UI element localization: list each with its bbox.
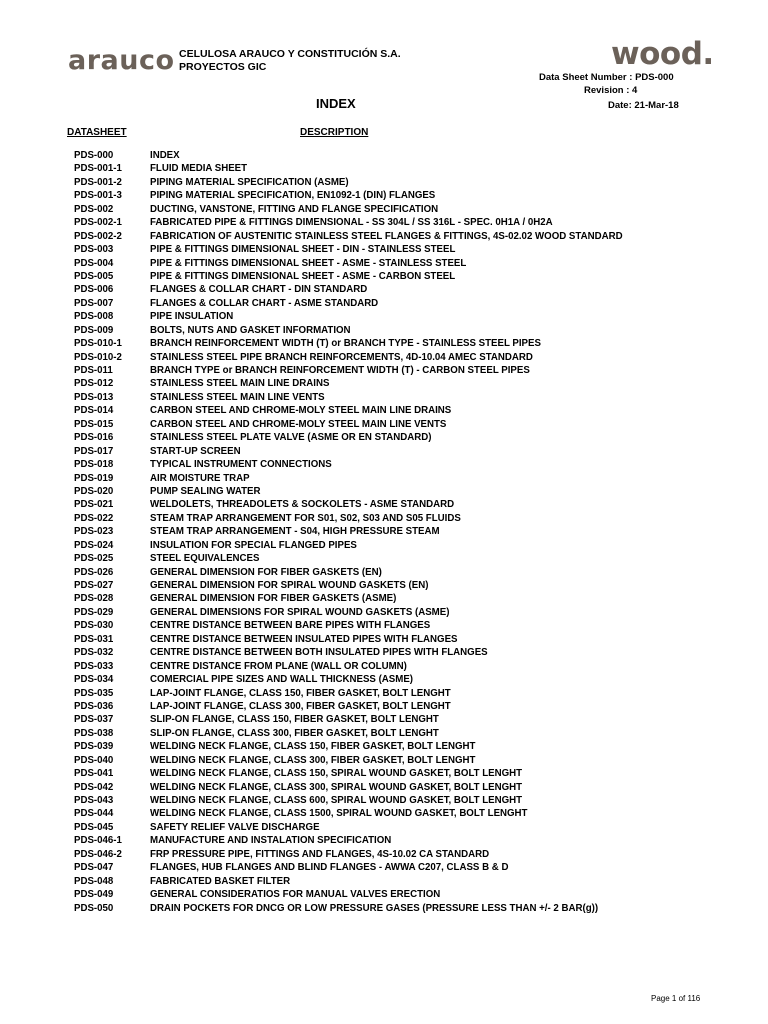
table-row — [0, 606, 768, 619]
datasheet-code: PDS-001-1 — [74, 163, 122, 175]
datasheet-code: PDS-014 — [74, 405, 114, 417]
datasheet-code: PDS-034 — [74, 674, 114, 686]
datasheet-description: LAP-JOINT FLANGE, CLASS 150, FIBER GASKET, BOLT LENGHT — [150, 687, 451, 699]
datasheet-code: PDS-030 — [74, 620, 114, 632]
table-row — [0, 619, 768, 632]
arauco-logo: arauco — [68, 45, 175, 76]
table-row — [0, 579, 768, 592]
datasheet-description: STAINLESS STEEL MAIN LINE DRAINS — [150, 378, 330, 390]
datasheet-code: PDS-045 — [74, 821, 114, 833]
datasheet-code: PDS-025 — [74, 553, 114, 565]
table-row — [0, 552, 768, 565]
datasheet-description: LAP-JOINT FLANGE, CLASS 300, FIBER GASKET, BOLT LENGHT — [150, 700, 451, 712]
datasheet-code: PDS-046-2 — [74, 848, 122, 860]
table-row — [0, 888, 768, 901]
table-row — [0, 525, 768, 538]
table-row — [0, 566, 768, 579]
datasheet-description: FABRICATION OF AUSTENITIC STAINLESS STEEL FLANGES & FITTINGS, 4S-02.02 WOOD STANDARD — [150, 230, 623, 242]
datasheet-code: PDS-033 — [74, 660, 114, 672]
table-row — [0, 633, 768, 646]
table-row — [0, 767, 768, 780]
datasheet-code: PDS-032 — [74, 647, 114, 659]
datasheet-description: WELDING NECK FLANGE, CLASS 1500, SPIRAL WOUND GASKET, BOLT LENGHT — [150, 808, 528, 820]
table-row — [0, 216, 768, 229]
table-row — [0, 740, 768, 753]
table-row — [0, 297, 768, 310]
table-row — [0, 472, 768, 485]
datasheet-description: CENTRE DISTANCE BETWEEN BOTH INSULATED PIPES WITH FLANGES — [150, 647, 488, 659]
datasheet-description: WELDOLETS, THREADOLETS & SOCKOLETS - ASME STANDARD — [150, 499, 455, 511]
datasheet-description: GENERAL DIMENSION FOR FIBER GASKETS (EN) — [150, 566, 382, 578]
datasheet-description: STEAM TRAP ARRANGEMENT FOR S01, S02, S03 AND S05 FLUIDS — [150, 512, 461, 524]
wood-logo: wood. — [611, 36, 714, 72]
table-row — [0, 807, 768, 820]
table-row — [0, 257, 768, 270]
datasheet-code: PDS-026 — [74, 566, 114, 578]
datasheet-description: GENERAL CONSIDERATIOS FOR MANUAL VALVES ERECTION — [150, 889, 441, 901]
table-row — [0, 700, 768, 713]
table-row — [0, 498, 768, 511]
datasheet-code: PDS-024 — [74, 539, 114, 551]
table-row — [0, 270, 768, 283]
datasheet-description: FLANGES, HUB FLANGES AND BLIND FLANGES - AWWA C207, CLASS B & D — [150, 862, 509, 874]
datasheet-code: PDS-040 — [74, 754, 114, 766]
datasheet-code: PDS-009 — [74, 324, 114, 336]
table-row — [0, 364, 768, 377]
datasheet-code: PDS-022 — [74, 512, 114, 524]
datasheet-code: PDS-048 — [74, 875, 114, 887]
index-table — [0, 149, 768, 915]
revision: Revision : 4 — [584, 85, 638, 96]
project-name: PROYECTOS GIC — [179, 60, 267, 73]
table-row — [0, 458, 768, 471]
datasheet-description: WELDING NECK FLANGE, CLASS 300, SPIRAL WOUND GASKET, BOLT LENGHT — [150, 781, 523, 793]
datasheet-code: PDS-010-1 — [74, 338, 122, 350]
datasheet-description: STEAM TRAP ARRANGEMENT - S04, HIGH PRESSURE STEAM — [150, 526, 440, 538]
table-row — [0, 821, 768, 834]
datasheet-code: PDS-021 — [74, 499, 114, 511]
table-row — [0, 310, 768, 323]
datasheet-description: WELDING NECK FLANGE, CLASS 150, SPIRAL WOUND GASKET, BOLT LENGHT — [150, 768, 523, 780]
datasheet-description: DRAIN POCKETS FOR DNCG OR LOW PRESSURE GASES (PRESSURE LESS THAN +/- 2 BAR(g)) — [150, 902, 599, 914]
table-row — [0, 794, 768, 807]
datasheet-code: PDS-016 — [74, 432, 114, 444]
datasheet-code: PDS-027 — [74, 580, 114, 591]
datasheet-code: PDS-008 — [74, 311, 114, 323]
table-row — [0, 203, 768, 216]
datasheet-description: DUCTING, VANSTONE, FITTING AND FLANGE SPECIFICATION — [150, 203, 439, 215]
datasheet-description: SLIP-ON FLANGE, CLASS 300, FIBER GASKET, BOLT LENGHT — [150, 727, 439, 739]
datasheet-code: PDS-047 — [74, 862, 114, 874]
datasheet-description: PIPING MATERIAL SPECIFICATION (ASME) — [150, 176, 349, 188]
table-row — [0, 418, 768, 431]
datasheet-code: PDS-007 — [74, 297, 114, 309]
datasheet-code: PDS-003 — [74, 244, 114, 256]
datasheet-code: PDS-001-2 — [74, 176, 122, 188]
datasheet-code: PDS-029 — [74, 606, 114, 618]
datasheet-code: PDS-035 — [74, 687, 114, 699]
datasheet-code: PDS-028 — [74, 593, 114, 605]
datasheet-description: PIPE & FITTINGS DIMENSIONAL SHEET - DIN - STAINLESS STEEL — [150, 244, 456, 256]
datasheet-description: STAINLESS STEEL PLATE VALVE (ASME OR EN STANDARD) — [150, 432, 432, 444]
datasheet-description: FABRICATED PIPE & FITTINGS DIMENSIONAL - SS 304L / SS 316L - SPEC. 0H1A / 0H2A — [150, 217, 553, 229]
datasheet-code: PDS-011 — [74, 365, 113, 376]
table-row — [0, 902, 768, 915]
datasheet-code: PDS-031 — [74, 633, 114, 645]
table-row — [0, 162, 768, 175]
datasheet-description: GENERAL DIMENSION FOR SPIRAL WOUND GASKETS (EN) — [150, 580, 429, 591]
page-number: Page 1 of 116 — [651, 994, 701, 1003]
table-row — [0, 861, 768, 874]
datasheet-code: PDS-018 — [74, 459, 114, 471]
datasheet-description: COMERCIAL PIPE SIZES AND WALL THICKNESS (ASME) — [150, 674, 414, 686]
datasheet-description: BRANCH TYPE or BRANCH REINFORCEMENT WIDTH (T) - CARBON STEEL PIPES — [150, 365, 530, 376]
datasheet-description: FLANGES & COLLAR CHART - ASME STANDARD — [150, 297, 379, 309]
datasheet-description: STAINLESS STEEL MAIN LINE VENTS — [150, 391, 325, 403]
datasheet-description: FLANGES & COLLAR CHART - DIN STANDARD — [150, 284, 368, 296]
column-header-datasheet: DATASHEET — [67, 127, 127, 138]
datasheet-description: CARBON STEEL AND CHROME-MOLY STEEL MAIN LINE DRAINS — [150, 405, 452, 417]
table-row — [0, 754, 768, 767]
datasheet-code: PDS-000 — [74, 150, 114, 161]
date: Date: 21-Mar-18 — [608, 100, 679, 111]
datasheet-code: PDS-004 — [74, 257, 114, 269]
datasheet-description: MANUFACTURE AND INSTALATION SPECIFICATION — [150, 835, 392, 847]
datasheet-description: START-UP SCREEN — [150, 445, 241, 457]
table-row — [0, 149, 768, 162]
datasheet-code: PDS-038 — [74, 727, 114, 739]
datasheet-code: PDS-041 — [74, 768, 114, 780]
table-row — [0, 283, 768, 296]
table-row — [0, 834, 768, 847]
datasheet-code: PDS-013 — [74, 391, 114, 403]
datasheet-description: CARBON STEEL AND CHROME-MOLY STEEL MAIN LINE VENTS — [150, 418, 447, 430]
table-row — [0, 351, 768, 364]
table-row — [0, 539, 768, 552]
datasheet-code: PDS-015 — [74, 418, 114, 430]
page-title: INDEX — [316, 96, 356, 111]
company-block — [179, 48, 401, 73]
table-row — [0, 189, 768, 202]
table-row — [0, 337, 768, 350]
datasheet-description: INDEX — [150, 150, 180, 161]
table-row — [0, 848, 768, 861]
table-row — [0, 445, 768, 458]
datasheet-description: SLIP-ON FLANGE, CLASS 150, FIBER GASKET, BOLT LENGHT — [150, 714, 439, 726]
datasheet-description: AIR MOISTURE TRAP — [150, 472, 250, 484]
table-row — [0, 243, 768, 256]
datasheet-description: INSULATION FOR SPECIAL FLANGED PIPES — [150, 539, 357, 551]
datasheet-code: PDS-044 — [74, 808, 114, 820]
table-row — [0, 781, 768, 794]
datasheet-code: PDS-023 — [74, 526, 114, 538]
table-row — [0, 431, 768, 444]
data-sheet-number: Data Sheet Number : PDS-000 — [539, 72, 674, 83]
datasheet-code: PDS-046-1 — [74, 835, 122, 847]
table-row — [0, 660, 768, 673]
datasheet-description: BOLTS, NUTS AND GASKET INFORMATION — [150, 324, 351, 336]
datasheet-code: PDS-020 — [74, 485, 114, 497]
table-row — [0, 324, 768, 337]
datasheet-description: TYPICAL INSTRUMENT CONNECTIONS — [150, 459, 332, 471]
datasheet-description: STAINLESS STEEL PIPE BRANCH REINFORCEMENTS, 4D-10.04 AMEC STANDARD — [150, 351, 533, 363]
datasheet-code: PDS-049 — [74, 889, 114, 901]
datasheet-description: CENTRE DISTANCE BETWEEN INSULATED PIPES WITH FLANGES — [150, 633, 458, 645]
datasheet-code: PDS-017 — [74, 445, 114, 457]
table-row — [0, 592, 768, 605]
datasheet-description: GENERAL DIMENSIONS FOR SPIRAL WOUND GASKETS (ASME) — [150, 606, 450, 618]
datasheet-description: STEEL EQUIVALENCES — [150, 553, 260, 565]
datasheet-code: PDS-039 — [74, 741, 114, 753]
datasheet-description: GENERAL DIMENSION FOR FIBER GASKETS (ASME) — [150, 593, 397, 605]
table-row — [0, 875, 768, 888]
datasheet-description: PUMP SEALING WATER — [150, 485, 261, 497]
datasheet-code: PDS-010-2 — [74, 351, 122, 363]
datasheet-code: PDS-043 — [74, 795, 114, 806]
datasheet-code: PDS-012 — [74, 378, 114, 390]
datasheet-description: CENTRE DISTANCE BETWEEN BARE PIPES WITH FLANGES — [150, 620, 431, 632]
datasheet-description: PIPE & FITTINGS DIMENSIONAL SHEET - ASME - CARBON STEEL — [150, 270, 456, 282]
datasheet-code: PDS-042 — [74, 781, 114, 793]
table-row — [0, 377, 768, 390]
table-row — [0, 404, 768, 417]
datasheet-description: PIPE & FITTINGS DIMENSIONAL SHEET - ASME - STAINLESS STEEL — [150, 257, 467, 269]
datasheet-code: PDS-006 — [74, 284, 114, 296]
datasheet-description: WELDING NECK FLANGE, CLASS 600, SPIRAL WOUND GASKET, BOLT LENGHT — [150, 795, 523, 806]
datasheet-code: PDS-002 — [74, 203, 114, 215]
table-row — [0, 176, 768, 189]
table-row — [0, 646, 768, 659]
table-row — [0, 687, 768, 700]
datasheet-description: WELDING NECK FLANGE, CLASS 300, FIBER GASKET, BOLT LENGHT — [150, 754, 476, 766]
datasheet-code: PDS-037 — [74, 714, 114, 726]
column-header-description: DESCRIPTION — [300, 127, 369, 138]
datasheet-code: PDS-001-3 — [74, 190, 122, 202]
company-name: CELULOSA ARAUCO Y CONSTITUCIÓN S.A. — [179, 48, 401, 60]
datasheet-code: PDS-002-2 — [74, 230, 122, 242]
table-row — [0, 230, 768, 243]
datasheet-description: FABRICATED BASKET FILTER — [150, 875, 291, 887]
datasheet-code: PDS-050 — [74, 902, 114, 914]
table-row — [0, 512, 768, 525]
table-row — [0, 673, 768, 686]
datasheet-description: BRANCH REINFORCEMENT WIDTH (T) or BRANCH TYPE - STAINLESS STEEL PIPES — [150, 338, 541, 350]
datasheet-code: PDS-005 — [74, 270, 114, 282]
datasheet-code: PDS-036 — [74, 700, 114, 712]
datasheet-description: PIPE INSULATION — [150, 311, 234, 323]
datasheet-description: FLUID MEDIA SHEET — [150, 163, 248, 175]
table-row — [0, 485, 768, 498]
datasheet-description: FRP PRESSURE PIPE, FITTINGS AND FLANGES, 4S-10.02 CA STANDARD — [150, 848, 490, 860]
datasheet-description: SAFETY RELIEF VALVE DISCHARGE — [150, 821, 320, 833]
datasheet-code: PDS-002-1 — [74, 217, 122, 229]
datasheet-description: PIPING MATERIAL SPECIFICATION, EN1092-1 (DIN) FLANGES — [150, 190, 436, 202]
table-row — [0, 727, 768, 740]
table-row — [0, 391, 768, 404]
datasheet-description: WELDING NECK FLANGE, CLASS 150, FIBER GASKET, BOLT LENGHT — [150, 741, 476, 753]
datasheet-description: CENTRE DISTANCE FROM PLANE (WALL OR COLUMN) — [150, 660, 407, 672]
datasheet-code: PDS-019 — [74, 472, 114, 484]
table-row — [0, 713, 768, 726]
